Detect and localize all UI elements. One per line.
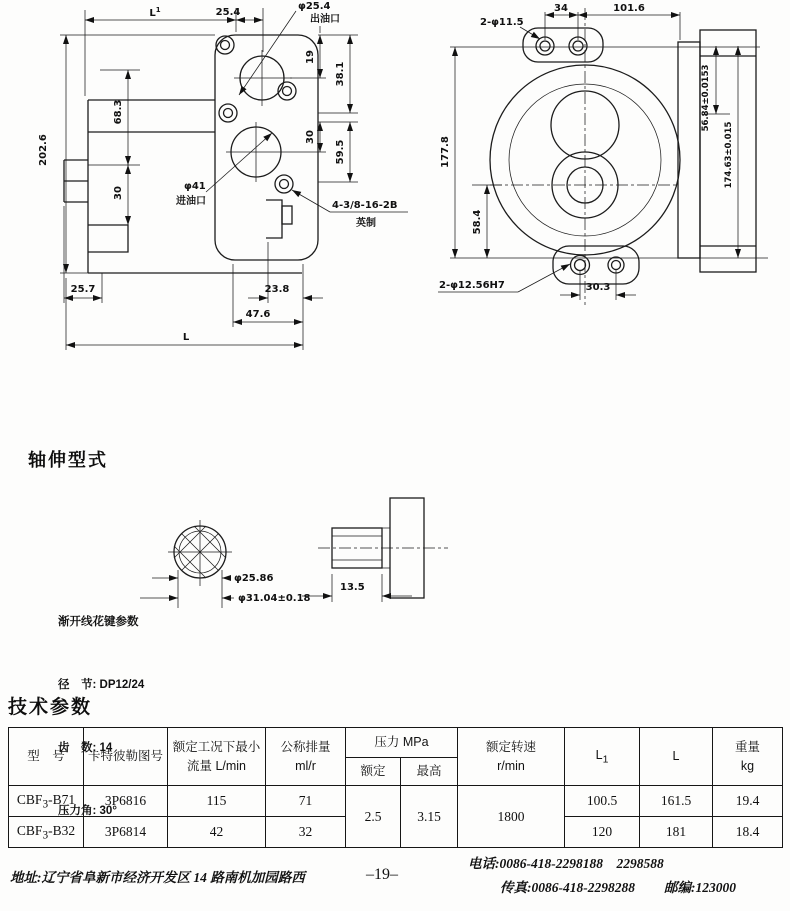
th-weight bbox=[713, 728, 783, 786]
cell-cat-no: 3P6814 bbox=[84, 817, 168, 848]
dim-56-84: 56.84±0.0153 bbox=[701, 64, 711, 132]
table-section-heading: 技术参数 bbox=[8, 697, 93, 718]
dim-101-6: 101.6 bbox=[613, 3, 645, 14]
dim-34: 34 bbox=[554, 3, 568, 14]
dim-30-left: 30 bbox=[113, 186, 124, 200]
th-weight-line2: kg bbox=[740, 758, 755, 773]
th-displacement bbox=[266, 728, 346, 786]
thread-spec-label: 4-3/8-16-2B bbox=[332, 200, 398, 211]
th-speed bbox=[458, 728, 565, 786]
dim-phi-25-86: φ25.86 bbox=[234, 573, 274, 584]
cell-length: 181 bbox=[640, 817, 713, 848]
dim-177-8: 177.8 bbox=[440, 136, 451, 168]
dim-l1-label: $L^1$ bbox=[149, 6, 161, 19]
inlet-port-label: 进油口 bbox=[176, 196, 206, 207]
dim-23-8: 23.8 bbox=[264, 284, 290, 295]
th-displacement-line2: ml/r bbox=[295, 758, 316, 773]
dim-19: 19 bbox=[305, 50, 316, 64]
cell-pressure-max: 3.15 bbox=[401, 786, 458, 848]
dim-port-top-dia: φ25.4 bbox=[298, 1, 331, 12]
dim-13-5: 13.5 bbox=[340, 582, 365, 593]
cell-model: $CBF_3-B71$ bbox=[9, 786, 84, 817]
inlet-dia-label: φ41 bbox=[184, 181, 206, 192]
dim-30-right: 30 bbox=[305, 130, 316, 144]
spline-param-title: 渐开线花键参数 bbox=[58, 616, 139, 628]
thread-standard-label: 英制 bbox=[356, 218, 376, 229]
spline-param-angle: 压力角: 30° bbox=[58, 805, 117, 817]
th-pressure: 压力 MPa bbox=[346, 728, 458, 758]
th-displacement-line1: 公称排量 bbox=[280, 740, 331, 755]
footer-phone: 电话:0086-418-2298188 2298588 bbox=[468, 856, 664, 871]
cell-flow: 115 bbox=[168, 786, 266, 817]
dim-38-1: 38.1 bbox=[335, 61, 346, 87]
cell-length: 161.5 bbox=[640, 786, 713, 817]
pump-front-view-drawing bbox=[420, 0, 790, 332]
dim-25-7: 25.7 bbox=[70, 284, 96, 295]
dim-202-6: 202.6 bbox=[38, 134, 49, 166]
footer-address: 地址:辽宁省阜新市经济开发区 14 路南机加园路西 bbox=[10, 870, 305, 885]
bottom-holes-label: 2-φ12.56H7 bbox=[439, 280, 505, 291]
cell-l1: 120 bbox=[565, 817, 640, 848]
page-number: –19– bbox=[366, 866, 398, 883]
shaft-section-heading: 轴伸型式 bbox=[28, 450, 108, 470]
dim-47-6: 47.6 bbox=[245, 309, 271, 320]
th-pressure-max: 最高 bbox=[401, 758, 458, 786]
th-min-flow bbox=[168, 728, 266, 786]
th-model: 型 号 bbox=[9, 728, 84, 786]
footer-fax: 传真:0086-418-2298288 bbox=[500, 880, 635, 895]
spline-param-pitch: 径 节: DP12/24 bbox=[58, 679, 145, 691]
top-holes-label: 2-φ11.5 bbox=[480, 17, 524, 28]
spec-table bbox=[8, 727, 783, 848]
dimension-lines bbox=[64, 11, 408, 345]
dim-30-3: 30.3 bbox=[585, 282, 611, 293]
cell-model: $CBF_3-B32$ bbox=[9, 817, 84, 848]
footer-postal-code: 邮编:123000 bbox=[664, 880, 736, 895]
dim-59-5: 59.5 bbox=[335, 139, 346, 165]
th-length: L bbox=[640, 728, 713, 786]
th-min-flow-line1: 额定工况下最小 bbox=[172, 740, 261, 755]
th-speed-line2: r/min bbox=[497, 758, 525, 773]
cell-pressure-rated: 2.5 bbox=[346, 786, 401, 848]
dim-25-4: 25.4 bbox=[215, 7, 241, 18]
th-speed-line1: 额定转速 bbox=[485, 740, 536, 755]
th-weight-line1: 重量 bbox=[734, 740, 760, 755]
th-l1: $L_1$ bbox=[565, 728, 640, 786]
th-pressure-rated: 额定 bbox=[346, 758, 401, 786]
dim-174-63: 174.63±0.015 bbox=[724, 121, 734, 189]
cell-cat-no: 3P6816 bbox=[84, 786, 168, 817]
dim-overall-length: L bbox=[182, 332, 190, 343]
outlet-port-label: 出油口 bbox=[310, 14, 340, 25]
pump-side-view-drawing bbox=[0, 0, 412, 354]
shaft-detail-lines bbox=[318, 528, 448, 602]
spline-param-teeth: 齿 数: 14 bbox=[58, 742, 113, 754]
pump-body-outline bbox=[64, 35, 318, 273]
dim-68-3: 68.3 bbox=[113, 99, 124, 125]
dim-58-4: 58.4 bbox=[472, 209, 483, 235]
cell-flow: 42 bbox=[168, 817, 266, 848]
cell-weight: 19.4 bbox=[713, 786, 783, 817]
cell-displacement: 71 bbox=[266, 786, 346, 817]
dim-phi-31-04: φ31.04±0.18 bbox=[238, 593, 311, 604]
table-row bbox=[9, 786, 783, 817]
th-cat-no: 卡特彼勒图号 bbox=[84, 728, 168, 786]
th-min-flow-line2: 流量 L/min bbox=[186, 758, 247, 773]
cell-speed: 1800 bbox=[458, 786, 565, 848]
dimension-lines bbox=[438, 15, 738, 295]
extension-lines bbox=[450, 12, 768, 300]
cell-displacement: 32 bbox=[266, 817, 346, 848]
cell-weight: 18.4 bbox=[713, 817, 783, 848]
cell-l1: 100.5 bbox=[565, 786, 640, 817]
